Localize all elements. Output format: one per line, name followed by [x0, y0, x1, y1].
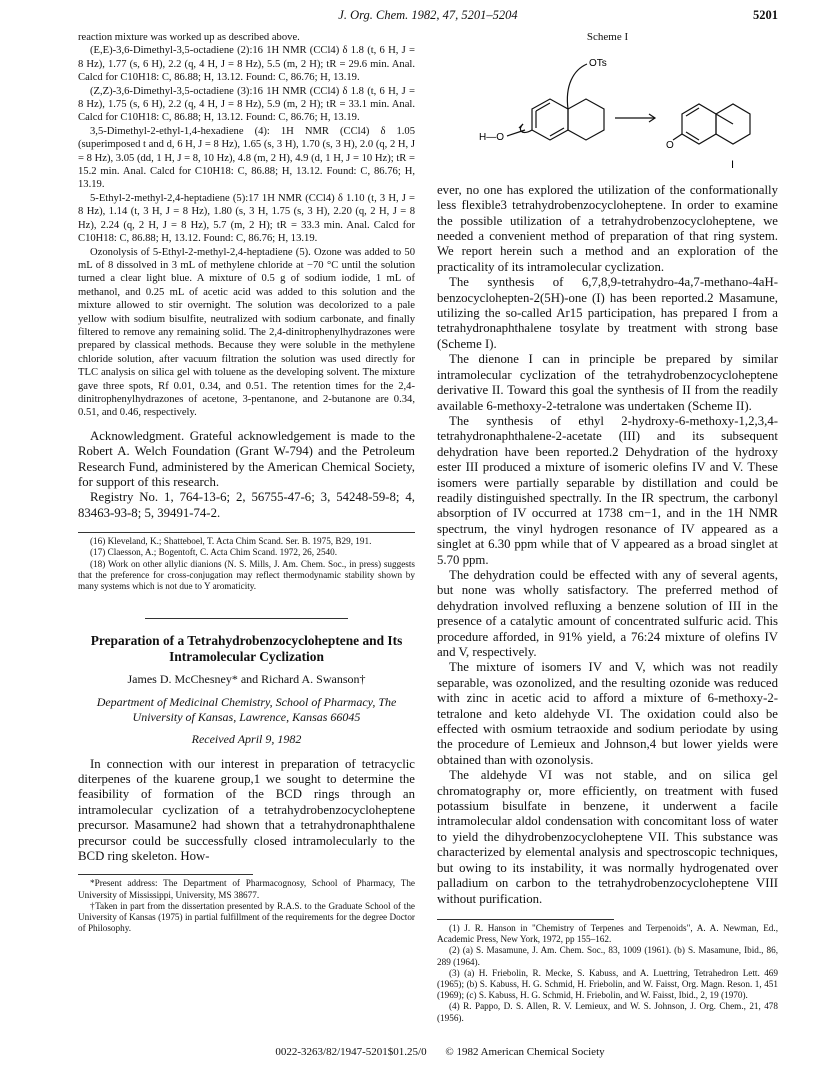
saturated-ring: [568, 99, 604, 140]
page-footer: [160, 1046, 720, 1058]
compound-4-data: 3,5-Dimethyl-2-ethyl-1,4-hexadiene (4): 1H NMR (CCl4) δ 1.05 (superimposed t and d, 6 H, J = 8 Hz), 1.65 (s, 3 H), 1.70 (s, 3 H), 2.0 (q, 2 H, J = 8 Hz), 3.05 (dd, 1 H, J = 8, 10 Hz), 4.8 (m, 2 H), 4.9 (d, 1 H, J = 10 Hz); tR = 15.2 min. Anal. Calcd for C10H18: C, 86.88; H, 13.12. Found: C, 86.76; H, 13.19.: [78, 125, 415, 191]
right-column: [437, 31, 778, 1024]
footnote-16: (16) Kleveland, K.; Shatteboel, T. Acta Chim Scand. Ser. B. 1975, B29, 191.: [90, 536, 372, 547]
page-number: 5201: [753, 8, 778, 22]
issn-code: 0022-3263/82/1947-5201$01.25/0: [275, 1046, 427, 1058]
body-paragraph-6: The dehydration could be effected with any of several agents, but none was wholly satisfactory. The preferred method of dehydration involved refluxing a benzene solution of III in the presence of a catalytic amount of concentrated sulfuric acid. This procedure afforded, in 91% yield, a 76:24 mixture of olefins IV and V, respectively.: [437, 567, 778, 659]
scheme-1-diagram: [437, 44, 778, 174]
body-paragraph-5: The synthesis of ethyl 2-hydroxy-6-methoxy-1,2,3,4-tetrahydronaphthalene-2-acetate (III) and its subsequent dehydration have been reported.2 Dehydration of the hydroxy ester III produced a mixture of isomeric olefins IV and V. These isomers were partially separable by distillation and could be readily distinguished spectrally. In the IR spectrum, the carbonyl absorption of IV occurred at 1738 cm−1, and in the 1H NMR spectrum, the vinyl hydrogen resonance of IV appeared as a singlet at 6.30 ppm while that of V appeared as a broad singlet at 5.70 ppm.: [437, 413, 778, 567]
body-paragraph-2: ever, no one has explored the utilization of the conformationally less flexible3 tetrahydrobenzocycloheptene. In order to examine the possible utilization of a tetrahydrobenzocycloheptene, we needed a convenient method of preparation of that ring system. We report herein such a method and an exploration of the practicality of its intramolecular cyclization.: [437, 182, 778, 274]
body-paragraph-8: The aldehyde VI was not stable, and on silica gel chromatography or, more efficiently, on treatment with fused potassium bisulfate in benzene, it underwent a facile intramolecular aldol condensation with concomitant loss of water to yield the dihydrobenzocycloheptene VII. This substance was characterized by elemental analysis and spectroscopic techniques, but owing to its instability, it was normally hydrogenated over palladium on carbon to the tetrahydrobenzocycloheptene VIII without purification.: [437, 768, 778, 906]
intro-line: reaction mixture was worked up as described above.: [78, 32, 300, 43]
copyright: © 1982 American Chemical Society: [445, 1046, 605, 1058]
page-header: [78, 8, 778, 26]
registry-numbers: Registry No. 1, 764-13-6; 2, 56755-47-6; 3, 54248-59-8; 4, 83463-93-8; 5, 39491-74-2.: [78, 490, 415, 520]
compound-label: I: [731, 159, 735, 172]
footnote-3: (3) (a) H. Friebolin, R. Mecke, S. Kabuss, and A. Luettring, Tetrahedron Lett. 469 (1965); (b) S. Kabuss, H. G. Schmid, H. Friebolin, and W. Faisst, Org. Magn. Reson. 1, 451 (1969); (c) S. Kabuss, H. G. Schmid, H. Friebolin, and W. Faisst, Ibid., 2, 19 (1970).: [437, 967, 778, 1001]
aromatic-ring: [532, 99, 568, 140]
compound-3-data: (Z,Z)-3,6-Dimethyl-3,5-octadiene (3):16 1H NMR (CCl4) δ 1.8 (t, 6 H, J = 8 Hz), 1.75 (s, 6 H), 2.2 (q, 4 H, J = 8 Hz), 5.9 (m, 2 H); tR = 33.1 min. Anal. Calcd for C10H18: C, 86.88; H, 13.12. Found: C, 86.76; H, 13.19.: [78, 85, 415, 124]
article-title: Preparation of a Tetrahydrobenzocycloheptene and Its Intramolecular Cyclization: [90, 633, 403, 665]
body-paragraph-7: The mixture of isomers IV and V, which was not readily separable, was ozonolized, and the resulting ozonide was reduced with zinc in acetic acid to afford a mixture of 6-methoxy-2-tetralone and keto aldehyde VI. The oxidation could also be effected with osmium tetraoxide and sodium periodate by using the procedure of Lemieux and Johnson,4 but lower yields were obtained than with ozonolysis.: [437, 660, 778, 767]
footnote-4: (4) R. Pappo, D. S. Allen, R. V. Lemieux, and W. S. Johnson, J. Org. Chem., 21, 478 (1956).: [437, 1001, 778, 1023]
footnote-dagger: †Taken in part from the dissertation presented by R.A.S. to the Graduate School of the University of Kansas (1975) in partial fulfillment of the requirements for the degree Doctor of Philosophy.: [78, 900, 415, 934]
oxygen-label: O: [666, 140, 674, 152]
ozonolysis-paragraph: Ozonolysis of 5-Ethyl-2-methyl-2,4-heptadiene (5). Ozone was added to 50 mL of 8 dissolved in 3 mL of methylene chloride at −70 °C until the solution turned a clear light blue. A mixture of 0.5 g of sodium iodide, 1 mL of methanol, and 0.25 mL of acetic acid was added to this solution and the mixture allowed to stir overnight. The solution was decolorized to a pale yellow with sodium bisulfite, neutralized with sodium carbonate, and finally filtered to remove any remaining solid. The 2,4-dinitrophenylhydrazones were prepared by classical methods. Because they were soluble in the methylene chloride solution, after vacuum filtration the solution was used directly for TLC analysis on silica gel with toluene as the developing solvent. The mixture gave three spots, Rf 0.01, 0.34, and 0.51. The retention times for the 2,4-dinitrophenylhydrazones of acetone, 3-pentanone, and 2-butanone are 0.34, 0.51, and 0.46, respectively.: [78, 246, 415, 419]
affiliation: Department of Medicinal Chemistry, School of Pharmacy, The University of Kansas, Lawrence, Kansas 66045: [96, 694, 397, 724]
compound-2-data: (E,E)-3,6-Dimethyl-3,5-octadiene (2):16 1H NMR (CCl4) δ 1.8 (t, 6 H, J = 8 Hz), 1.77 (s, 6 H), 2.2 (q, 4 H, J = 8 Hz), 5.5 (m, 2 H); tR = 29.6 min. Anal. Calcd for C10H18: C, 86.88; H, 13.12. Found: C, 86.76; H, 13.19.: [78, 45, 415, 84]
ho-label: H—O: [479, 132, 504, 144]
compound-5-data: 5-Ethyl-2-methyl-2,4-heptadiene (5):17 1H NMR (CCl4) δ 1.10 (t, 3 H, J = 8 Hz), 1.14 (t, 3 H, J = 8 Hz), 1.80 (s, 3 H, 1.75 (s, 3 H), 2.20 (q, 2 H, J = 8 Hz), 2.24 (q, 2 H, J = 8 Hz), 5.7 (m, 2 H); tR = 33.3 min. Anal. Calcd for C10H18: C, 86.88; H, 13.12. Found: C, 86.76; H, 13.19.: [78, 192, 415, 245]
tosylate-chain: [567, 64, 587, 109]
dienone-ring: [682, 104, 716, 144]
footnote-17: (17) Claesson, A.; Bogentoft, C. Acta Chim Scand. 1972, 26, 2540.: [90, 547, 338, 558]
footnote-1: (1) J. R. Hanson in "Chemistry of Terpenes and Terpenoids", A. A. Newman, Ed., Academic Press, New York, 1972, pp 155–162.: [437, 922, 778, 945]
received-date: Received April 9, 1982: [191, 731, 302, 746]
ots-label: OTs: [589, 58, 607, 70]
body-paragraph-4: The dienone I can in principle be prepared by similar intramolecular cyclization of the tetrahydrobenzocycloheptene derivative II. Toward this goal the synthesis of II from the readily available 6-methoxy-2-tetralone was undertaken (Scheme II).: [437, 352, 778, 413]
body-paragraph-3: The synthesis of 6,7,8,9-tetrahydro-4a,7-methano-4aH-benzocyclohepten-2(5H)-one (I) has been reported.2 Masamune, utilizing the so-called Ar15 participation, has prepared I from a tetrahydronaphthalene tosylate by treatment with strong base (Scheme I).: [437, 275, 778, 351]
body-paragraph-1: In connection with our interest in preparation of tetracyclic diterpenes of the kuarene group,1 we sought to determine the feasibility of formation of the BCD rings through an intramolecular cyclization of a tetrahydrobenzocycloheptene precursor. Masamune2 had shown that a tetrahydronaphthalene precursor could be successfully closed intramolecularly to the BCD ring skeleton. How-: [78, 756, 415, 864]
scheme-title: Scheme I: [586, 31, 629, 43]
journal-citation: J. Org. Chem. 1982, 47, 5201–5204: [338, 8, 518, 22]
authors: James D. McChesney* and Richard A. Swanson†: [127, 672, 366, 687]
footnote-star: *Present address: The Department of Pharmacognosy, School of Pharmacy, The University of Mississippi, University, MS 38677.: [78, 878, 415, 900]
footnote-2: (2) (a) S. Masamune, J. Am. Chem. Soc., 83, 1009 (1961). (b) S. Masamune, Ibid., 86, 289 (1964).: [437, 945, 778, 967]
footnote-18: (18) Work on other allylic dianions (N. S. Mills, J. Am. Chem. Soc., in press) suggests that the preference for cross-conjugation may reflect thermodynamic stability shown by many systems which is not due to Y aromaticity.: [78, 558, 415, 592]
left-column: [78, 31, 415, 935]
acknowledgment: Acknowledgment. Grateful acknowledgement is made to the Robert A. Welch Foundation (Grant W-794) and the Petroleum Research Fund, administered by the American Chemical Society, for support of this research.: [78, 428, 415, 489]
